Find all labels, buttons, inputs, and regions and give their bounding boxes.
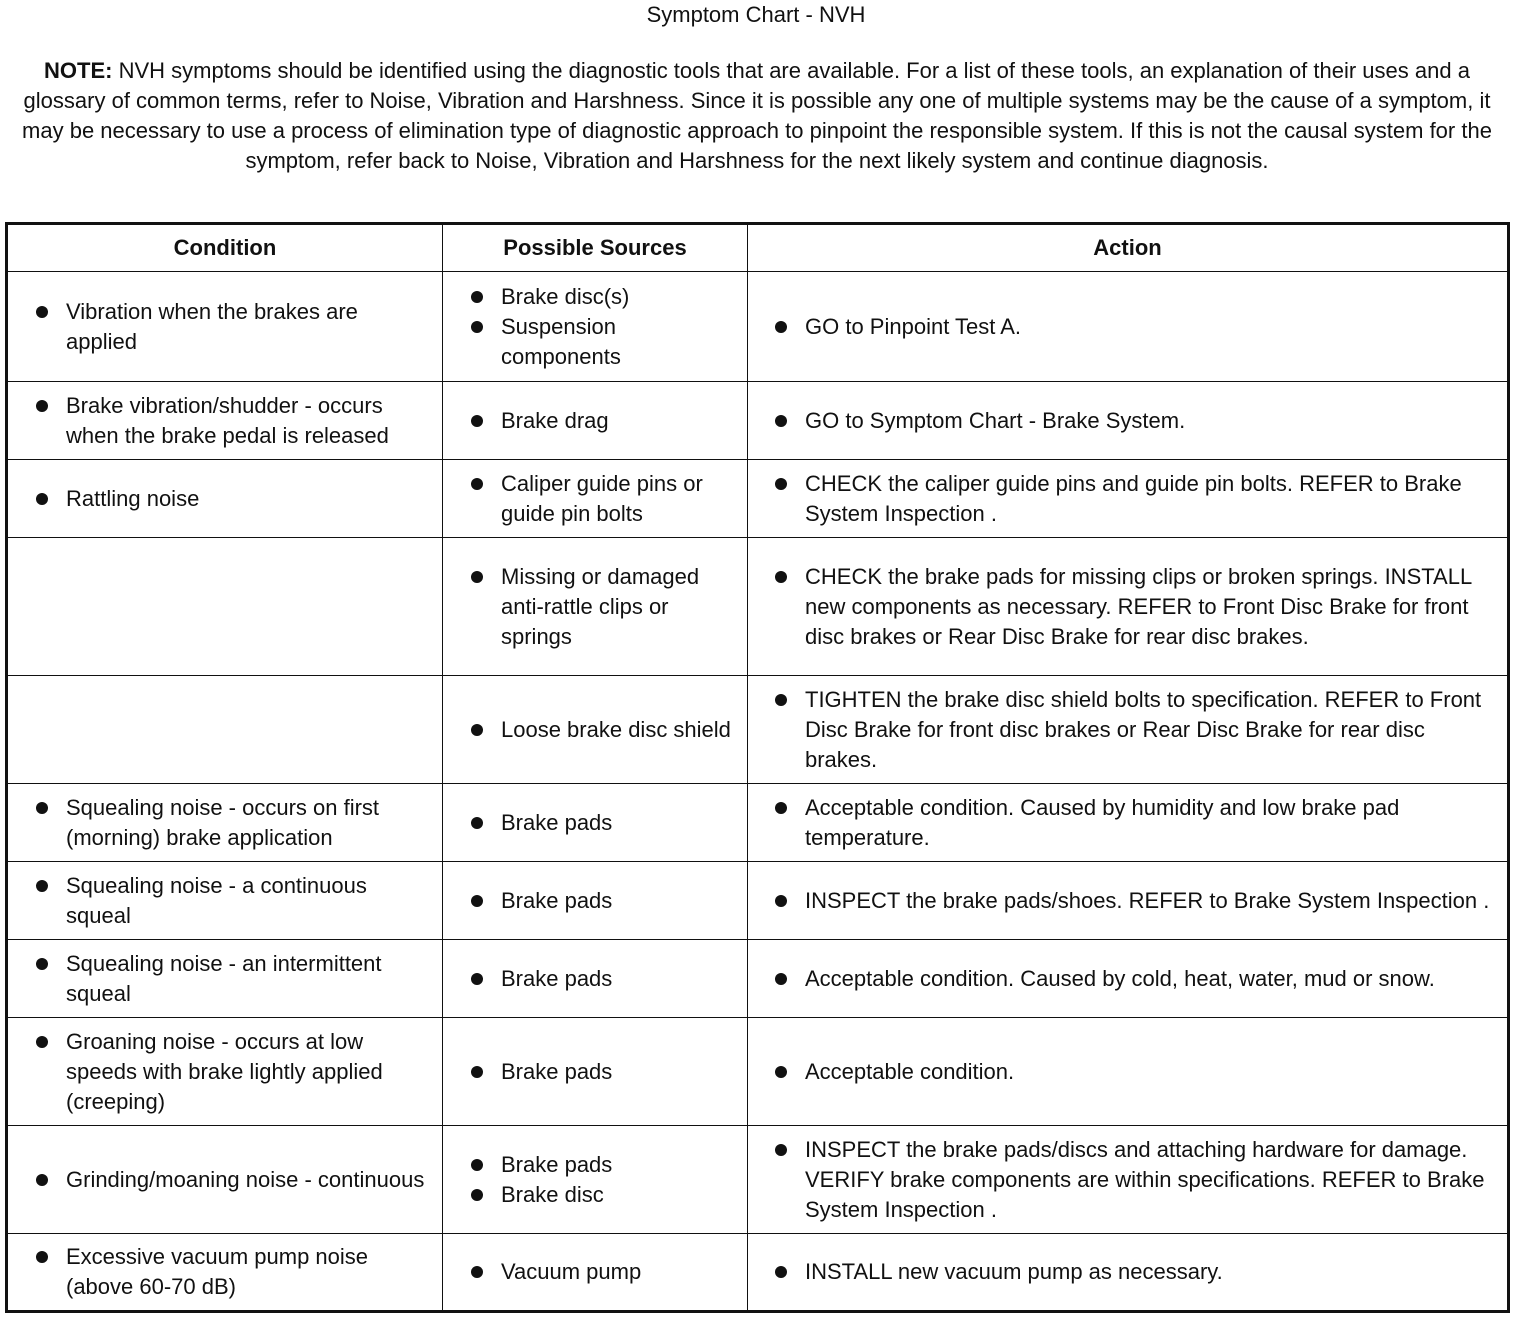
bullet-item <box>8 1165 442 1195</box>
sources-cell <box>443 1018 748 1126</box>
condition-cell <box>7 862 443 940</box>
bullet-icon <box>471 1189 483 1201</box>
bullet-item <box>748 469 1507 529</box>
condition-item: Grinding/moaning noise - continuous <box>66 1166 425 1192</box>
note-text: NVH symptoms should be identified using the diagnostic tools that are available. For a list of these tools, an explanation of their uses and a glossary of common terms, refer to Noise, Vibration and Harshness. Since it is possible any one of multiple systems may be the cause of a symptom, it may be necessary to use a process of elimination type of diagnostic approach to pinpoint the responsible system. If this is not the causal system for the symptom, refer back to Noise, Vibration and Harshness for the next likely system and continue diagnosis. <box>22 58 1492 173</box>
bullet-list <box>443 886 747 916</box>
source-item: Brake pads <box>501 887 613 913</box>
bullet-list <box>8 1027 442 1117</box>
action-cell <box>748 272 1509 382</box>
condition-item: Rattling noise <box>66 485 200 511</box>
source-item: Loose brake disc shield <box>501 716 731 742</box>
bullet-list <box>748 685 1507 775</box>
action-cell <box>748 1018 1509 1126</box>
table-row <box>7 460 1509 538</box>
condition-item: Squealing noise - occurs on first (morning) brake application <box>66 794 380 850</box>
bullet-item <box>748 793 1507 853</box>
source-item: Brake pads <box>501 965 613 991</box>
bullet-icon <box>471 1266 483 1278</box>
bullet-item <box>748 1257 1507 1287</box>
condition-cell <box>7 460 443 538</box>
action-item: INSTALL new vacuum pump as necessary. <box>805 1259 1223 1284</box>
bullet-item <box>8 871 442 931</box>
bullet-icon <box>36 880 48 892</box>
bullet-item <box>443 282 747 312</box>
condition-item: Squealing noise - an intermittent squeal <box>66 950 382 1006</box>
bullet-list <box>748 1257 1507 1287</box>
bullet-item <box>443 1257 747 1287</box>
action-item: CHECK the brake pads for missing clips or broken springs. INSTALL new components as necessary. REFER to Front Disc Brake for front disc brakes or Rear Disc Brake for rear disc brakes. <box>805 563 1472 649</box>
bullet-list <box>748 469 1507 529</box>
table-body <box>7 272 1509 1312</box>
bullet-item <box>443 715 747 745</box>
bullet-icon <box>471 724 483 736</box>
bullet-icon <box>471 415 483 427</box>
bullet-list <box>748 1057 1507 1087</box>
bullet-icon <box>36 493 48 505</box>
source-item: Brake pads <box>501 809 613 835</box>
action-cell <box>748 676 1509 784</box>
bullet-list <box>748 886 1507 916</box>
action-item: INSPECT the brake pads/discs and attaching hardware for damage. VERIFY brake components are within specifications. REFER to Brake System Inspection . <box>805 1136 1485 1222</box>
bullet-list <box>8 484 442 514</box>
bullet-list <box>443 1150 747 1210</box>
bullet-item <box>443 1150 747 1180</box>
bullet-icon <box>775 895 787 907</box>
table-row <box>7 382 1509 460</box>
sources-cell <box>443 784 748 862</box>
action-cell <box>748 382 1509 460</box>
bullet-item <box>8 297 442 357</box>
bullet-list <box>8 1165 442 1195</box>
bullet-list <box>443 282 747 372</box>
sources-cell <box>443 538 748 676</box>
bullet-icon <box>471 1159 483 1171</box>
note-paragraph <box>4 56 1510 176</box>
bullet-list <box>8 297 442 357</box>
bullet-list <box>443 964 747 994</box>
source-item: Caliper guide pins or guide pin bolts <box>501 470 703 526</box>
bullet-icon <box>36 802 48 814</box>
bullet-item <box>443 964 747 994</box>
condition-cell <box>7 272 443 382</box>
action-item: GO to Pinpoint Test A. <box>805 313 1022 339</box>
bullet-item <box>443 808 747 838</box>
sources-cell <box>443 382 748 460</box>
bullet-icon <box>36 1174 48 1186</box>
condition-item: Brake vibration/shudder - occurs when the brake pedal is released <box>66 392 389 448</box>
condition-item: Groaning noise - occurs at low speeds with brake lightly applied (creeping) <box>66 1028 383 1114</box>
bullet-list <box>748 793 1507 853</box>
bullet-icon <box>775 478 787 490</box>
action-cell <box>748 862 1509 940</box>
source-item: Brake drag <box>501 407 609 433</box>
condition-cell <box>7 382 443 460</box>
bullet-item <box>748 1135 1507 1225</box>
bullet-icon <box>775 321 787 333</box>
condition-cell <box>7 1018 443 1126</box>
action-cell <box>748 1126 1509 1234</box>
bullet-icon <box>471 291 483 303</box>
bullet-icon <box>471 1066 483 1078</box>
bullet-item <box>8 484 442 514</box>
symptom-chart-table <box>5 222 1510 1313</box>
note-label: NOTE: <box>44 58 113 83</box>
sources-cell <box>443 272 748 382</box>
bullet-icon <box>775 694 787 706</box>
bullet-item <box>8 391 442 451</box>
table-row <box>7 1234 1509 1312</box>
action-cell <box>748 940 1509 1018</box>
sources-cell <box>443 940 748 1018</box>
action-item: Acceptable condition. Caused by cold, heat, water, mud or snow. <box>805 965 1435 991</box>
bullet-item <box>748 886 1507 916</box>
condition-item: Excessive vacuum pump noise (above 60-70 dB) <box>66 1244 369 1299</box>
header-possible-sources: Possible Sources <box>443 224 748 272</box>
bullet-item <box>748 406 1507 436</box>
table-header-row <box>7 224 1509 272</box>
bullet-icon <box>775 802 787 814</box>
action-cell <box>748 460 1509 538</box>
source-item: Brake disc(s) <box>501 283 630 309</box>
sources-cell <box>443 862 748 940</box>
sources-cell <box>443 1234 748 1312</box>
page-title: Symptom Chart - NVH <box>646 2 866 27</box>
condition-item: Squealing noise - a continuous squeal <box>66 872 367 928</box>
source-item: Missing or damaged anti-rattle clips or springs <box>501 563 700 649</box>
bullet-item <box>443 1057 747 1087</box>
bullet-icon <box>775 415 787 427</box>
source-item: Brake pads <box>501 1151 613 1177</box>
bullet-list <box>8 391 442 451</box>
bullet-item <box>443 886 747 916</box>
bullet-icon <box>775 1066 787 1078</box>
action-cell <box>748 538 1509 676</box>
header-action: Action <box>748 224 1509 272</box>
table-row <box>7 676 1509 784</box>
bullet-list <box>443 808 747 838</box>
bullet-item <box>443 1180 747 1210</box>
bullet-icon <box>36 1251 48 1263</box>
condition-cell <box>7 940 443 1018</box>
bullet-list <box>8 949 442 1009</box>
bullet-list <box>748 312 1507 342</box>
bullet-item <box>748 685 1507 775</box>
bullet-item <box>748 964 1507 994</box>
table-row <box>7 1126 1509 1234</box>
bullet-item <box>443 469 747 529</box>
table-row <box>7 784 1509 862</box>
bullet-icon <box>775 571 787 583</box>
bullet-item <box>443 562 747 652</box>
bullet-icon <box>775 973 787 985</box>
bullet-list <box>748 964 1507 994</box>
bullet-list <box>443 406 747 436</box>
bullet-list <box>748 406 1507 436</box>
bullet-item <box>8 949 442 1009</box>
table-row <box>7 272 1509 382</box>
bullet-icon <box>471 321 483 333</box>
bullet-item <box>748 562 1507 652</box>
sources-cell <box>443 460 748 538</box>
condition-cell <box>7 1234 443 1312</box>
condition-cell <box>7 676 443 784</box>
table-row <box>7 940 1509 1018</box>
bullet-item <box>8 1027 442 1117</box>
action-item: INSPECT the brake pads/shoes. REFER to Brake System Inspection . <box>805 887 1490 913</box>
action-cell <box>748 1234 1509 1312</box>
bullet-icon <box>36 306 48 318</box>
bullet-item <box>443 406 747 436</box>
bullet-item <box>748 312 1507 342</box>
action-item: Acceptable condition. <box>805 1058 1015 1084</box>
bullet-icon <box>471 571 483 583</box>
bullet-list <box>748 562 1507 652</box>
condition-cell <box>7 538 443 676</box>
bullet-icon <box>471 817 483 829</box>
source-item: Brake pads <box>501 1058 613 1084</box>
bullet-list <box>8 793 442 853</box>
bullet-list <box>748 1135 1507 1225</box>
sources-cell <box>443 1126 748 1234</box>
bullet-icon <box>775 1266 787 1278</box>
bullet-list <box>443 1057 747 1087</box>
source-item: Vacuum pump <box>501 1259 642 1284</box>
table-row <box>7 862 1509 940</box>
bullet-list <box>443 1257 747 1287</box>
bullet-icon <box>36 400 48 412</box>
condition-cell <box>7 784 443 862</box>
bullet-item <box>8 793 442 853</box>
bullet-list <box>8 871 442 931</box>
bullet-item <box>443 312 747 372</box>
condition-cell <box>7 1126 443 1234</box>
condition-item: Vibration when the brakes are applied <box>66 298 358 354</box>
bullet-icon <box>36 1036 48 1048</box>
action-cell <box>748 784 1509 862</box>
source-item: Suspension components <box>501 313 621 369</box>
bullet-icon <box>775 1144 787 1156</box>
action-item: Acceptable condition. Caused by humidity and low brake pad temperature. <box>805 794 1400 850</box>
sources-cell <box>443 676 748 784</box>
action-item: CHECK the caliper guide pins and guide pin bolts. REFER to Brake System Inspection . <box>805 470 1462 526</box>
source-item: Brake disc <box>501 1181 604 1207</box>
bullet-icon <box>471 895 483 907</box>
bullet-icon <box>471 478 483 490</box>
bullet-icon <box>36 958 48 970</box>
table-row <box>7 1018 1509 1126</box>
bullet-item <box>748 1057 1507 1087</box>
bullet-list <box>443 562 747 652</box>
bullet-icon <box>471 973 483 985</box>
bullet-list <box>443 715 747 745</box>
header-condition: Condition <box>7 224 443 272</box>
action-item: TIGHTEN the brake disc shield bolts to specification. REFER to Front Disc Brake for front disc brakes or Rear Disc Brake for rear disc brakes. <box>805 686 1482 772</box>
bullet-item <box>8 1242 442 1302</box>
bullet-list <box>443 469 747 529</box>
table-row <box>7 538 1509 676</box>
action-item: GO to Symptom Chart - Brake System. <box>805 407 1186 433</box>
bullet-list <box>8 1242 442 1302</box>
